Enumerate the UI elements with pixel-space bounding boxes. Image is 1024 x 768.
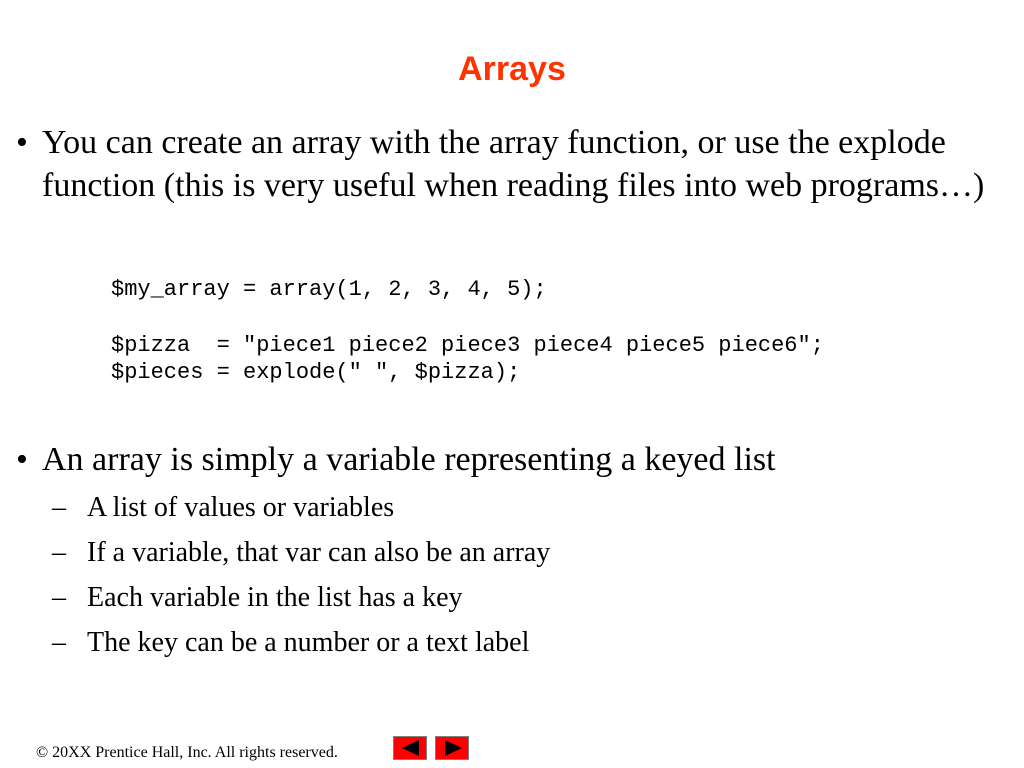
sub-bullet-marker: – <box>52 582 66 613</box>
footer-copyright: © 20XX Prentice Hall, Inc. All rights reserved. <box>36 744 338 761</box>
next-slide-button[interactable] <box>435 736 469 760</box>
sub-bullet-marker: – <box>52 627 66 658</box>
sub-bullet-item <box>52 491 394 525</box>
code-line: $pizza = "piece1 piece2 piece3 piece4 piece5 piece6"; <box>111 333 824 358</box>
bullet-item <box>16 438 1006 481</box>
sub-bullet-item <box>52 536 550 570</box>
previous-slide-button[interactable] <box>393 736 427 760</box>
sub-bullet-text: If a variable, that var can also be an array <box>87 537 551 568</box>
bullet-marker: • <box>16 441 28 478</box>
sub-bullet-marker: – <box>52 537 66 568</box>
sub-bullet-item <box>52 581 463 615</box>
bullet-marker: • <box>16 124 28 161</box>
bullet-text: An array is simply a variable representing a keyed list <box>42 441 776 478</box>
sub-bullet-text: The key can be a number or a text label <box>87 627 530 658</box>
sub-bullet-marker: – <box>52 492 66 523</box>
sub-bullet-item <box>52 626 529 660</box>
code-line: $my_array = array(1, 2, 3, 4, 5); <box>111 277 547 302</box>
sub-bullet-text: Each variable in the list has a key <box>87 582 463 613</box>
right-arrow-icon <box>436 737 468 759</box>
slide-title: Arrays <box>458 50 566 88</box>
left-arrow-icon <box>394 737 426 759</box>
bullet-item <box>16 121 1006 207</box>
sub-bullet-text: A list of values or variables <box>87 492 395 523</box>
bullet-text: You can create an array with the array function, or use the explode function (this is very useful when reading files into web programs…) <box>42 124 985 204</box>
code-line: $pieces = explode(" ", $pizza); <box>111 360 521 385</box>
